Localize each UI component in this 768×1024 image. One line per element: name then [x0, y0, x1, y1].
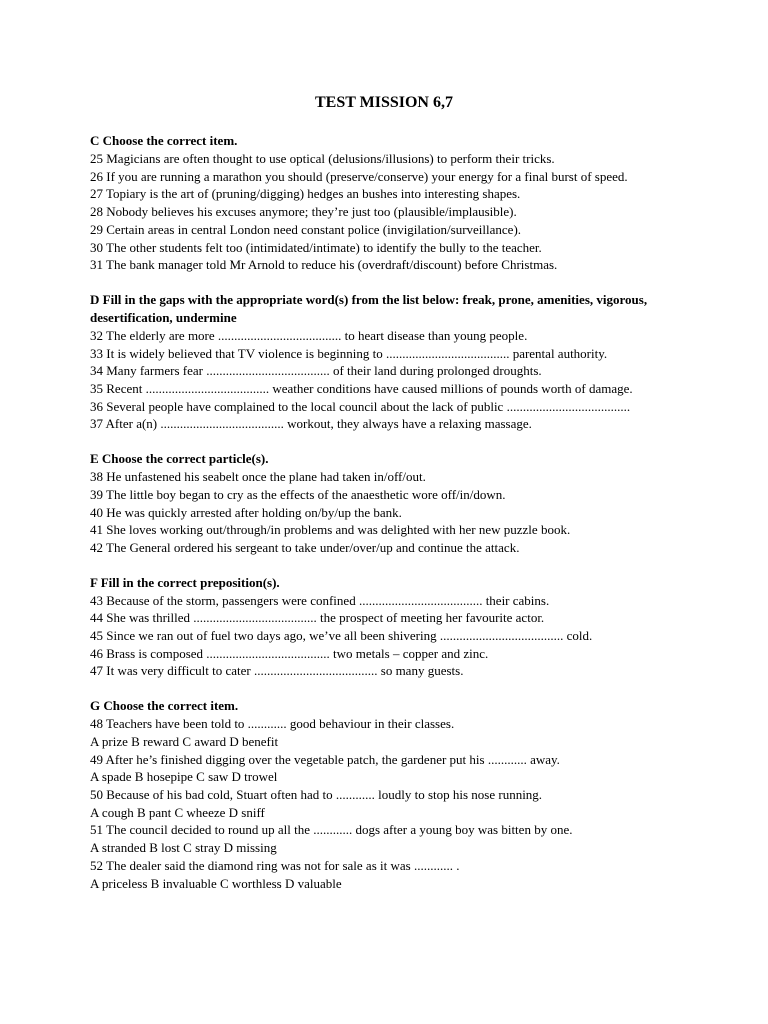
question-line: 29 Certain areas in central London need constant police (invigilation/surveillance). [90, 221, 522, 237]
question-line: 44 She was thrilled ...................................... the prospect of meeting her favourite actor. [90, 610, 545, 626]
question-line: 37 After a(n) ...................................... workout, they always have a relaxing massage. [90, 416, 532, 432]
question-line: 39 The little boy began to cry as the effects of the anaesthetic wore off/in/down. [90, 486, 506, 502]
question-line: 35 Recent ...................................... weather conditions have caused millions of pounds worth of damage. [90, 381, 633, 397]
question-line: 41 She loves working out/through/in problems and was delighted with her new puzzle book. [90, 522, 571, 538]
question-line: 52 The dealer said the diamond ring was not for sale as it was ............ . [90, 857, 460, 873]
question-line: 31 The bank manager told Mr Arnold to reduce his (overdraft/discount) before Christmas. [90, 257, 558, 273]
question-line: 36 Several people have complained to the local council about the lack of public ...................................... [90, 398, 631, 414]
question-line: 49 After he’s finished digging over the vegetable patch, the gardener put his ............ away. [90, 751, 560, 767]
question-line: 50 Because of his bad cold, Stuart often had to ............ loudly to stop his nose running. [90, 786, 543, 802]
question-line: 40 He was quickly arrested after holding on/by/up the bank. [90, 504, 402, 520]
question-line: 26 If you are running a marathon you should (preserve/conserve) your energy for a final burst of speed. [90, 168, 628, 184]
answer-options: A spade B hosepipe C saw D trowel [90, 769, 278, 785]
question-line: 45 Since we ran out of fuel two days ago, we’ve all been shivering ...................................... cold. [90, 628, 593, 644]
question-line: 47 It was very difficult to cater ...................................... so many guests. [90, 663, 464, 679]
section-g [90, 697, 690, 892]
question-line: 34 Many farmers fear ...................................... of their land during prolonged droughts. [90, 363, 542, 379]
question-line: 42 The General ordered his sergeant to take under/over/up and continue the attack. [90, 539, 520, 555]
answer-options: A priceless B invaluable C worthless D valuable [90, 875, 342, 891]
question-line: 46 Brass is composed ...................................... two metals – copper and zinc. [90, 645, 489, 661]
question-line: 32 The elderly are more ...................................... to heart disease than young people. [90, 327, 528, 343]
question-line: 30 The other students felt too (intimidated/intimate) to identify the bully to the teacher. [90, 239, 542, 255]
question-line: 43 Because of the storm, passengers were confined ...................................... their cabins. [90, 592, 550, 608]
answer-options: A prize B reward C award D benefit [90, 733, 279, 749]
question-line: 51 The council decided to round up all the ............ dogs after a young boy was bitten by one. [90, 822, 573, 838]
document-body [90, 132, 690, 892]
question-line: 48 Teachers have been told to ............ good behaviour in their classes. [90, 716, 455, 732]
answer-options: A stranded B lost C stray D missing [90, 840, 277, 856]
section-f [90, 574, 690, 681]
question-line: 25 Magicians are often thought to use optical (delusions/illusions) to perform their tricks. [90, 151, 555, 166]
section-d [90, 291, 690, 433]
question-line: 33 It is widely believed that TV violence is beginning to ...................................... parental authority. [90, 345, 608, 361]
section-heading: C Choose the correct item. [90, 133, 238, 148]
section-heading: E Choose the correct particle(s). [90, 451, 269, 467]
section-e [90, 450, 690, 557]
section-heading: D Fill in the gaps with the appropriate word(s) from the list below: freak, prone, amenities, vigorous, desertification, undermine [90, 291, 648, 325]
question-line: 27 Topiary is the art of (pruning/digging) hedges an bushes into interesting shapes. [90, 186, 521, 202]
answer-options: A cough B pant C wheeze D sniff [90, 804, 265, 820]
section-heading: F Fill in the correct preposition(s). [90, 574, 280, 590]
section-heading: G Choose the correct item. [90, 698, 239, 714]
question-line: 28 Nobody believes his excuses anymore; they’re just too (plausible/implausible). [90, 204, 517, 220]
page-title: TEST MISSION 6,7 [315, 94, 453, 111]
question-line: 38 He unfastened his seabelt once the plane had taken in/off/out. [90, 469, 426, 485]
section-c [90, 132, 690, 274]
